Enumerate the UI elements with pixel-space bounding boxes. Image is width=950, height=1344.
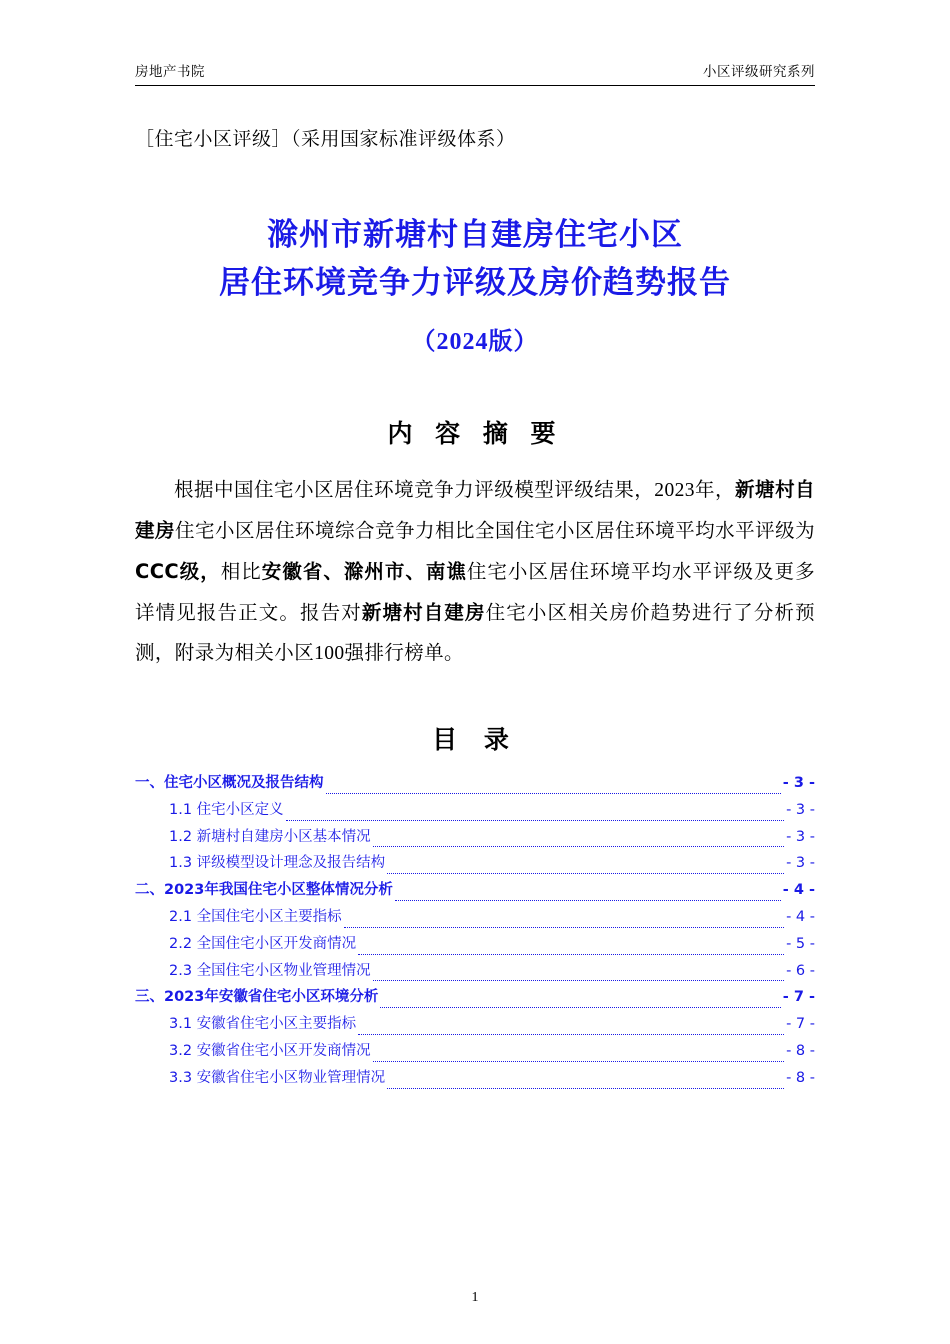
- toc-entry-page: - 3 -: [786, 828, 815, 845]
- toc-entry-page: - 7 -: [786, 1016, 815, 1033]
- abstract-text-9: 住宅小区相关房价趋势进行了分析预测，附录为相关小区100强排行榜单。: [135, 603, 815, 664]
- table-of-contents: [135, 770, 815, 1092]
- toc-entry-label: 1.3 评级模型设计理念及报告结构: [169, 855, 386, 872]
- toc-entry-label: 3.3 安徽省住宅小区物业管理情况: [169, 1069, 386, 1086]
- abstract-text-5: 相比: [220, 562, 262, 584]
- toc-entry[interactable]: [135, 1011, 815, 1038]
- toc-entry-page: - 8 -: [786, 1043, 815, 1060]
- abstract-text-3: 住宅小区居住环境综合竞争力相比全国住宅小区居住环境平均水平评级为: [175, 521, 815, 543]
- toc-entry[interactable]: [135, 770, 815, 797]
- document-title-block: [135, 211, 815, 356]
- toc-leader-dots: [326, 780, 781, 793]
- abstract-text-4: CCC级，: [135, 560, 221, 584]
- toc-leader-dots: [373, 1049, 784, 1062]
- toc-leader-dots: [344, 915, 784, 928]
- toc-entry-label: 2.3 全国住宅小区物业管理情况: [169, 962, 371, 979]
- toc-leader-dots: [358, 1022, 784, 1035]
- toc-entry[interactable]: [135, 1038, 815, 1065]
- toc-entry-label: 一、住宅小区概况及报告结构: [135, 774, 324, 791]
- toc-leader-dots: [358, 941, 784, 954]
- toc-entry-label: 2.2 全国住宅小区开发商情况: [169, 935, 357, 952]
- header-left-text: 房地产书院: [135, 64, 205, 80]
- abstract-text-6: 安徽省、滁州市、南谯: [261, 560, 467, 584]
- abstract-text-8: 新塘村自建房: [361, 601, 486, 624]
- document-kind-line: ［住宅小区评级］（采用国家标准评级体系）: [135, 129, 516, 150]
- toc-entry[interactable]: [135, 958, 815, 985]
- toc-entry[interactable]: [135, 877, 815, 904]
- header-right-text: 小区评级研究系列: [703, 64, 815, 80]
- toc-entry-page: - 5 -: [786, 935, 815, 952]
- toc-entry-page: - 4 -: [786, 909, 815, 925]
- toc-heading: 目 录: [432, 724, 518, 754]
- toc-entry[interactable]: [135, 824, 815, 851]
- toc-entry[interactable]: [135, 931, 815, 958]
- toc-entry-label: 1.2 新塘村自建房小区基本情况: [169, 828, 371, 845]
- toc-entry-page: - 6 -: [786, 962, 815, 979]
- toc-entry-label: 2.1 全国住宅小区主要指标: [169, 909, 342, 925]
- toc-leader-dots: [286, 807, 784, 820]
- toc-leader-dots: [395, 888, 781, 901]
- toc-entry-label: 三、2023年安徽省住宅小区环境分析: [135, 989, 379, 1006]
- abstract-text-7: 住宅小区居住环境平均水平评级及更多详情见报告正文。报告对: [135, 562, 815, 624]
- abstract-text-2: 新塘村自建房: [135, 478, 815, 543]
- toc-leader-dots: [387, 861, 784, 874]
- page-header: [135, 60, 815, 86]
- title-version: （2024版）: [411, 329, 539, 356]
- toc-entry-page: - 3 -: [786, 801, 815, 818]
- toc-entry[interactable]: [135, 984, 815, 1011]
- toc-entry-page: - 7 -: [782, 989, 815, 1006]
- toc-entry[interactable]: [135, 797, 815, 824]
- toc-entry-label: 二、2023年我国住宅小区整体情况分析: [135, 882, 393, 899]
- toc-entry-page: - 3 -: [786, 855, 815, 872]
- toc-leader-dots: [373, 968, 784, 981]
- toc-entry[interactable]: [135, 1065, 815, 1092]
- toc-entry-label: 3.2 安徽省住宅小区开发商情况: [169, 1043, 371, 1060]
- toc-entry-label: 3.1 安徽省住宅小区主要指标: [169, 1016, 357, 1033]
- toc-leader-dots: [373, 834, 784, 847]
- toc-leader-dots: [387, 1075, 784, 1088]
- page-footer: 1: [471, 1290, 479, 1305]
- title-line-2: 居住环境竞争力评级及房价趋势报告: [219, 265, 731, 302]
- toc-entry[interactable]: [135, 904, 815, 931]
- toc-entry-label: 1.1 住宅小区定义: [169, 801, 284, 818]
- toc-entry-page: - 4 -: [782, 882, 815, 899]
- title-line-1: 滁州市新塘村自建房住宅小区: [267, 217, 683, 253]
- toc-entry[interactable]: [135, 850, 815, 877]
- toc-leader-dots: [380, 995, 780, 1008]
- toc-entry-page: - 3 -: [782, 774, 815, 791]
- toc-entry-page: - 8 -: [786, 1069, 815, 1086]
- abstract-paragraph: [135, 470, 815, 674]
- abstract-heading: 内 容 摘 要: [387, 419, 563, 449]
- abstract-text-1: 根据中国住宅小区居住环境竞争力评级模型评级结果，2023年，: [174, 480, 736, 502]
